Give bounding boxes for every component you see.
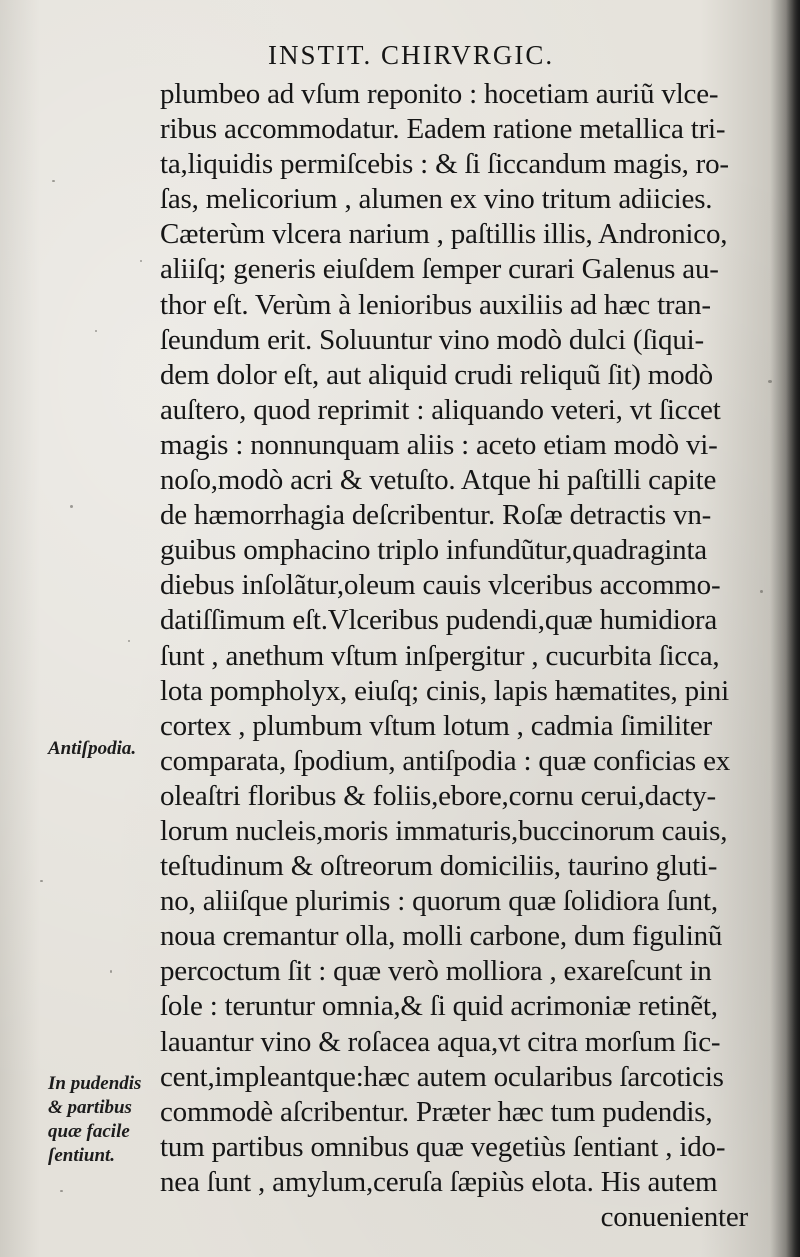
- text-line: ſole : teruntur omnia,& ſi quid acrimoniæ retinẽt,: [160, 990, 718, 1023]
- paper-speck: [95, 330, 97, 332]
- text-line: ſeundum erit. Soluuntur vino modò dulci (ſiqui-: [160, 323, 704, 356]
- text-line: commodè aſcribentur. Præter hæc tum pudendis,: [160, 1095, 713, 1128]
- text-line: thor eſt. Verùm à lenioribus auxiliis ad hæc tran-: [160, 288, 711, 321]
- marginal-note-in-pudendis: [48, 1072, 156, 1168]
- text-line: teſtudinum & oſtreorum domiciliis, taurino gluti-: [160, 850, 718, 883]
- paper-speck: [40, 880, 43, 882]
- paper-speck: [768, 380, 772, 383]
- text-line: lota pompholyx, eiuſq; cinis, lapis hæmatites, pini: [160, 674, 729, 707]
- paper-speck: [760, 590, 763, 593]
- text-line: diebus inſolãtur,oleum cauis vlceribus accommo-: [160, 569, 721, 602]
- running-head: INSTIT. CHIRVRGIC.: [268, 40, 555, 70]
- text-line: ta,liquidis permiſcebis : & ſi ſiccandum magis, ro-: [160, 148, 729, 181]
- text-line: lauantur vino & roſacea aqua,vt citra morſum ſic-: [160, 1025, 721, 1058]
- text-line: ſas, melicorium , alumen ex vino tritum adiicies.: [160, 183, 713, 216]
- text-line: noua cremantur olla, molli carbone, dum figulinũ: [160, 920, 723, 953]
- paper-speck: [140, 260, 142, 262]
- text-line: cortex , plumbum vſtum lotum , cadmia ſimiliter: [160, 709, 712, 742]
- marginal-note-antispodia: Antiſpodia.: [48, 738, 137, 759]
- text-line: dem dolor eſt, aut aliquid crudi reliquũ ſit) modò: [160, 358, 713, 391]
- catchword: conuenienter: [600, 1201, 748, 1233]
- marginal-note-line: In pudendis: [48, 1073, 142, 1094]
- text-line: aliiſq; generis eiuſdem ſemper curari Galenus au-: [160, 253, 719, 286]
- text-line: guibus omphacino triplo infundũtur,quadraginta: [160, 534, 707, 567]
- text-line: oleaſtri floribus & foliis,ebore,cornu cerui,dacty-: [160, 779, 716, 812]
- text-line: Cæterùm vlcera narium , paſtillis illis, Andronico,: [160, 218, 728, 251]
- text-line: percoctum ſit : quæ verò molliora , exareſcunt in: [160, 955, 712, 988]
- text-line: tum partibus omnibus quæ vegetiùs ſentiant , ido-: [160, 1130, 726, 1163]
- marginal-note-line: ſentiunt.: [48, 1145, 116, 1166]
- paper-speck: [110, 970, 112, 973]
- marginal-note-line: quæ facile: [48, 1121, 130, 1142]
- paper-speck: [60, 1190, 63, 1192]
- text-line: comparata, ſpodium, antiſpodia : quæ conficias ex: [160, 744, 731, 777]
- text-line: de hæmorrhagia deſcribentur. Roſæ detractis vn-: [160, 499, 712, 532]
- text-line: noſo,modò acri & vetuſto. Atque hi paſtilli capite: [160, 464, 717, 497]
- paper-speck: [70, 505, 73, 508]
- text-line: no, aliiſque plurimis : quorum quæ ſolidiora ſunt,: [160, 885, 718, 918]
- page-edge-shadow: [786, 0, 800, 1257]
- text-line: plumbeo ad vſum reponito : hocetiam auriũ vlce-: [160, 78, 719, 110]
- text-line: nea ſunt , amylum,ceruſa ſæpiùs elota. His autem: [160, 1165, 718, 1198]
- main-text-block: [160, 77, 750, 1235]
- text-line: ribus accommodatur. Eadem ratione metallica tri-: [160, 113, 726, 146]
- text-line: magis : nonnunquam aliis : aceto etiam modò vi-: [160, 428, 718, 461]
- paper-speck: [52, 180, 55, 182]
- text-line: cent,impleantque:hæc autem ocularibus ſarcoticis: [160, 1060, 724, 1093]
- paper-speck: [128, 640, 130, 642]
- text-line: ſunt , anethum vſtum inſpergitur , cucurbita ſicca,: [160, 639, 720, 672]
- text-line: auſtero, quod reprimit : aliquando veteri, vt ſiccet: [160, 393, 721, 426]
- marginal-note-line: & partibus: [48, 1097, 132, 1118]
- text-line: lorum nucleis,moris immaturis,buccinorum cauis,: [160, 814, 728, 847]
- text-line: datiſſimum eſt.Vlceribus pudendi,quæ humidiora: [160, 604, 718, 637]
